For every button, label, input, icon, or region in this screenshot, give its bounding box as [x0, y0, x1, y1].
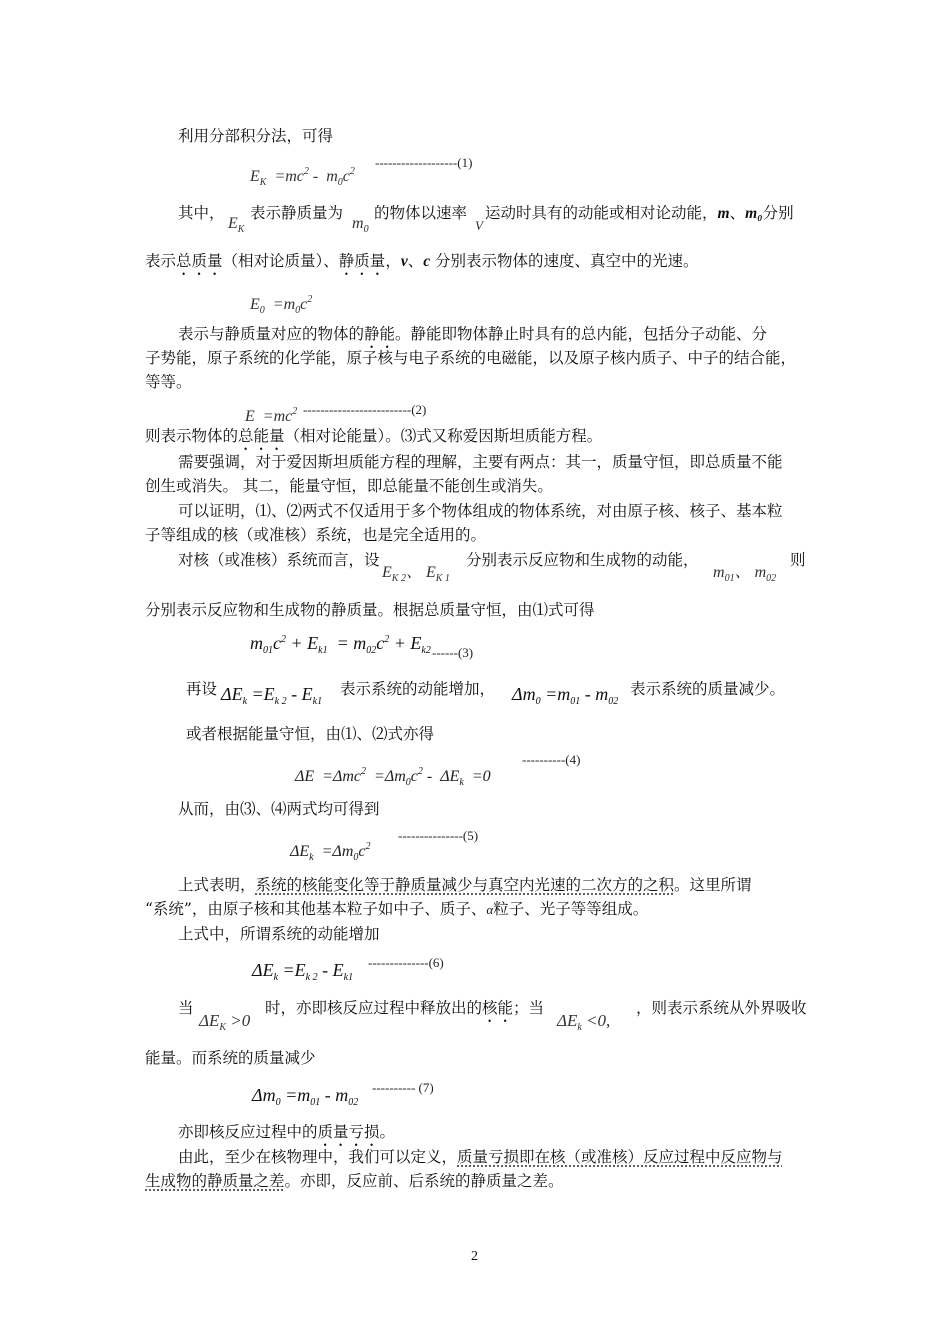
text: ；当	[513, 999, 545, 1017]
formula-ek-positive: $\Delta E_K >0$	[199, 1011, 251, 1033]
text: m	[717, 205, 730, 222]
formula-ek2-ek1: $E_{K 2}$、 $E_{K 1}$	[382, 564, 450, 584]
text: 其中，	[178, 204, 225, 222]
emphasis-text: 静质量	[338, 252, 386, 270]
paragraph-line: 当	[178, 999, 194, 1017]
page-number: 2	[471, 1249, 478, 1264]
equation-1-tag: -------------------(1)	[375, 155, 473, 170]
equation-5: $\Delta E_k =\Delta m_0c^2$	[290, 841, 371, 863]
equation-5-tag: ---------------(5)	[398, 828, 479, 843]
equation-e0: $E_0 =m_0c^2$	[250, 294, 313, 316]
paragraph-line: 分别表示反应物和生成物的静质量。根据总质量守恒，由⑴式可得	[145, 601, 595, 619]
paragraph-line: ，则表示系统从外界吸收	[636, 999, 807, 1017]
equation-2: $E =mc^2$	[245, 406, 298, 425]
text: 分别	[762, 204, 794, 222]
text: 。	[379, 1123, 396, 1141]
text: 则表示物体的	[145, 427, 239, 445]
equation-6-tag: --------------(6)	[368, 955, 444, 970]
paragraph-line	[145, 898, 648, 921]
paragraph-line	[374, 202, 467, 224]
text: 、	[407, 252, 424, 270]
text: 粒子、光子等等组成。	[493, 900, 649, 918]
text: 表示	[145, 252, 177, 270]
text: （相对论质量）、	[222, 252, 339, 270]
equation-2-tag: -------------------------(2)	[303, 402, 427, 417]
emphasis-text: 核能	[482, 999, 514, 1017]
paragraph-line: 表示系统的动能增加，	[340, 680, 496, 698]
emphasis-text: 质量亏损	[317, 1123, 380, 1141]
text: α	[486, 902, 494, 917]
paragraph-line: 表示系统的质量减少。	[630, 680, 786, 698]
equation-3: $m_{01}c^2 + E_{k1} = m_{02}c^2 + E_{k2}$	[250, 633, 431, 656]
equation-4-tag: ----------(4)	[522, 752, 581, 767]
equation-4: $\Delta E =\Delta mc^2 =\Delta m_0c^2 - \Delta E_k =0$	[295, 766, 491, 788]
text: 运动时具有的动能或相对论动能，	[485, 204, 718, 222]
formula-delta-m0: $\Delta m_0 =m_{01} - m_{02}$	[512, 684, 619, 707]
paragraph-line: 或者根据能量守恒，由⑴、⑵式亦得	[186, 725, 435, 743]
emphasis-text: 总能量	[238, 427, 285, 445]
text: 表示静质量为	[250, 204, 344, 222]
text: 、	[729, 204, 746, 222]
text: c	[423, 253, 431, 270]
formula-m0: $m_0$	[352, 215, 369, 235]
text: 分别表示物体的速度、真空中的光速。	[430, 252, 699, 270]
paragraph-line: 需要强调，对于爱因斯坦质能方程的理解，主要有两点：其一，质量守恒，即总质量不能	[178, 453, 783, 471]
text: 亦即核反应过程中的	[178, 1123, 318, 1141]
text: 表示与静质量对应的物体的	[178, 325, 365, 343]
emphasis-text: 系统的核能变化等于静质量减少与真空内光速的二次方的之积	[255, 876, 675, 894]
formula-v: V	[475, 218, 483, 233]
text: （相对论能量）。⑶式又称爱因斯坦质能方程。	[284, 427, 603, 445]
text: 。静能即物体静止时具有的总内能，包括分子动能、分	[395, 325, 768, 343]
paragraph-line	[178, 874, 752, 896]
equation-1: $E_K =mc^2 - m_0c^2$	[250, 166, 355, 188]
formula-ek-negative: $\Delta E_k <0$,	[557, 1011, 611, 1033]
paragraph-line: 子势能，原子系统的化学能，原子核与电子系统的电磁能，以及原子核内质子、中子的结合能，	[145, 349, 797, 367]
equation-7: $\Delta m_0 =m_{01} - m_{02}$	[252, 1085, 359, 1108]
text: ，	[385, 252, 401, 270]
text: 的物体以速率	[374, 204, 468, 222]
text: 。亦即，反应前、后系统的静质量之差。	[284, 1172, 564, 1190]
text: 。这里所谓	[674, 876, 752, 894]
paragraph-line	[145, 425, 602, 454]
formula-delta-ek: $\Delta E_k =E_{k 2} - E_{k1}$	[221, 684, 323, 707]
text: 由此，至少在核物理中，我们可以定义，	[178, 1148, 458, 1166]
equation-7-tag: ---------- (7)	[372, 1080, 434, 1095]
emphasis-text: 质量亏损即在核（或准核）反应过程中反应物与	[457, 1148, 783, 1166]
equation-6: $\Delta E_k =E_{k 2} - E_{k1}$	[252, 960, 354, 983]
paragraph-line: 等等。	[145, 373, 192, 391]
paragraph-line: 分别表示反应物和生成物的动能，	[466, 551, 699, 569]
text: 上式表明，	[178, 876, 256, 894]
text: v	[400, 253, 408, 270]
emphasis-text: 生成物的静质量之差	[145, 1172, 285, 1190]
paragraph-line: 利用分部积分法，可得	[178, 127, 334, 145]
paragraph-line: 可以证明，⑴、⑵两式不仅适用于多个物体组成的物体系统，对由原子核、核子、基本粒	[178, 502, 783, 520]
paragraph-line: 则	[790, 551, 806, 569]
paragraph-line	[145, 1170, 564, 1192]
paragraph-line	[178, 1146, 783, 1168]
paragraph-line	[485, 202, 794, 225]
paragraph-line	[178, 202, 225, 224]
paragraph-line: 能量。而系统的质量减少	[145, 1049, 316, 1067]
equation-3-tag: ------(3)	[432, 645, 474, 660]
paragraph-line: 上式中，所谓系统的动能增加	[178, 925, 380, 943]
paragraph-line: 子等组成的核（或准核）系统，也是完全适用的。	[145, 526, 487, 544]
formula-m01-m02: $m_{01}$、 $m_{02}$	[713, 564, 777, 584]
emphasis-text: 静能	[364, 325, 396, 343]
formula-ek: $E_K$	[228, 215, 245, 235]
paragraph-line: 从而，由⑶、⑷两式均可得到	[178, 800, 380, 818]
paragraph-line	[145, 250, 699, 279]
text: “系统”，由原子核和其他基本粒子如中子、质子、	[145, 900, 487, 918]
paragraph-line: 创生或消失。 其二，能量守恒，即总能量不能创生或消失。	[145, 477, 553, 495]
paragraph-line	[250, 202, 343, 224]
paragraph-line: 再设	[186, 680, 218, 698]
paragraph-line	[265, 997, 544, 1026]
paragraph-line: 对核（或准核）系统而言，设	[178, 551, 380, 569]
text: m₀	[745, 205, 763, 222]
emphasis-text: 总质量	[176, 252, 223, 270]
text: 时，亦即核反应过程中释放出的	[265, 999, 483, 1017]
